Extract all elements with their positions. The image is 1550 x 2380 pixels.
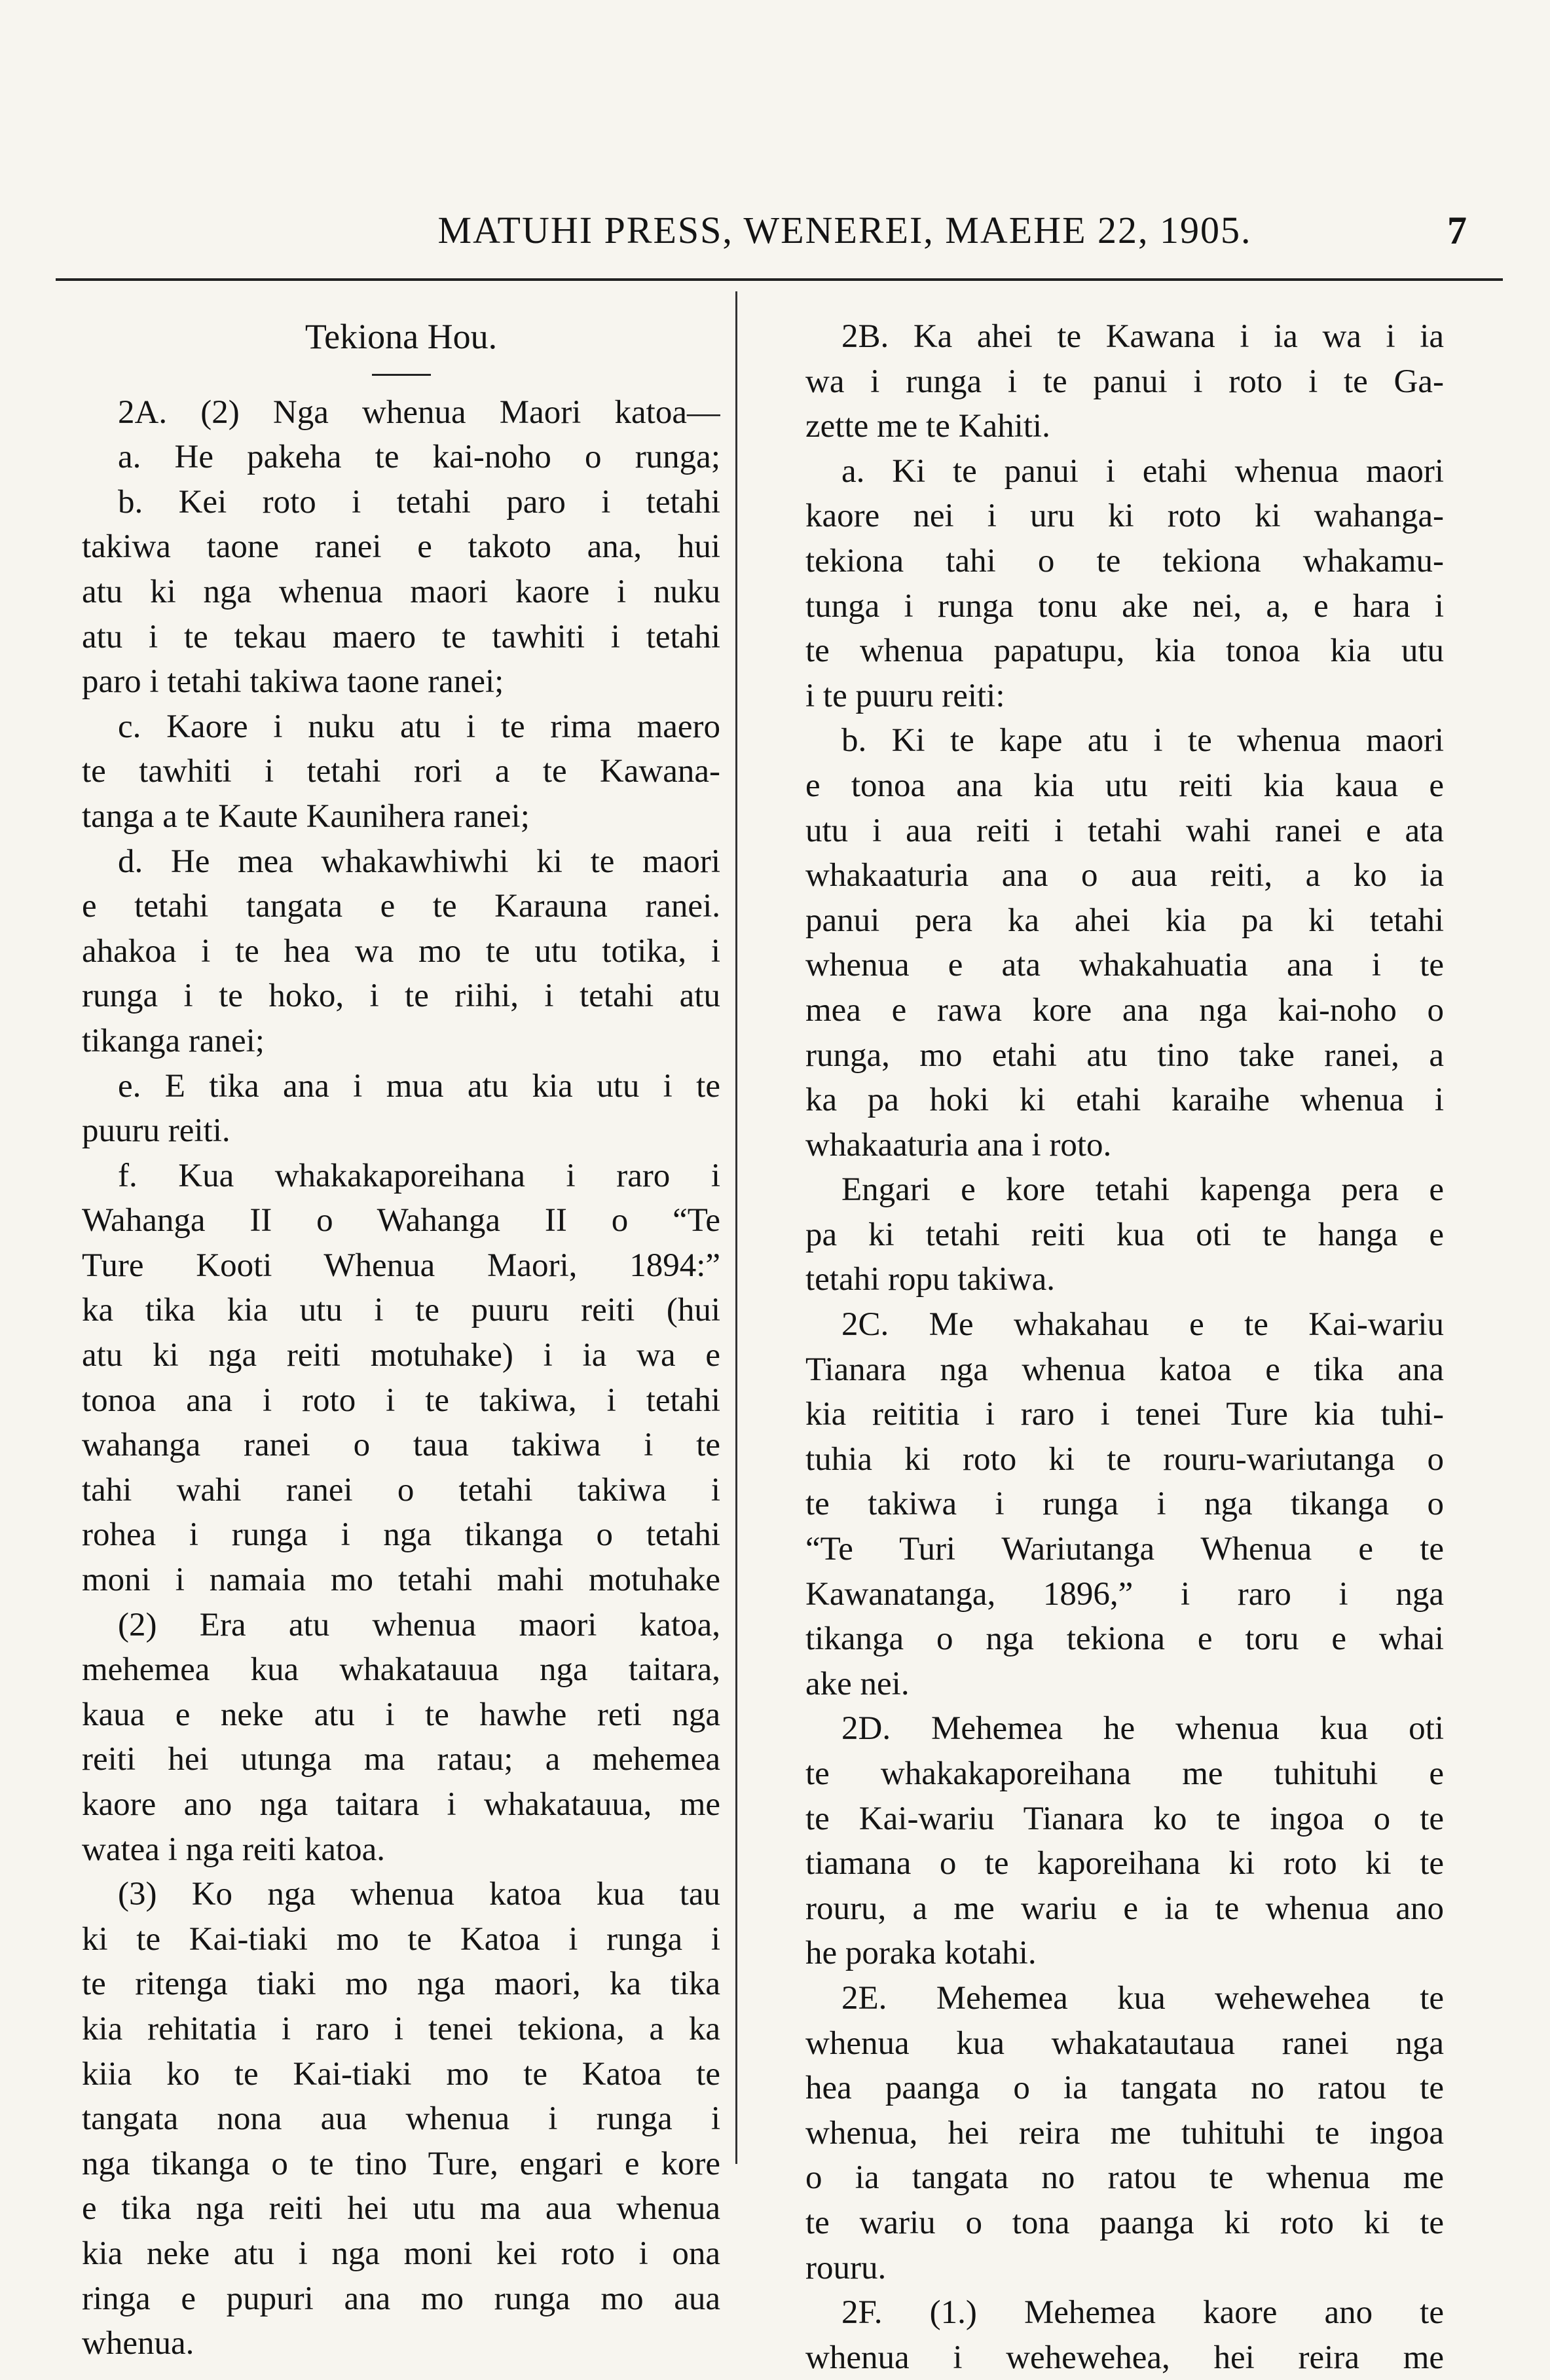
- text-line: i te puuru reiti:: [805, 677, 1005, 714]
- text-line: e tetahi tangata e te Karauna ranei.: [82, 888, 720, 925]
- text-line: kaore nei i uru ki roto ki wahanga-: [805, 498, 1444, 535]
- text-line: ka tika kia utu i te puuru reiti (hui: [82, 1292, 720, 1329]
- text-line: hea paanga o ia tangata no ratou te: [805, 2070, 1444, 2107]
- text-line: Tianara nga whenua katoa e tika ana: [805, 1351, 1444, 1388]
- text-line: c. Kaore i nuku atu i te rima maero: [118, 708, 720, 745]
- text-line: e tonoa ana kia utu reiti kia kaua e: [805, 767, 1444, 804]
- text-line: rouru.: [805, 2249, 887, 2286]
- text-line: Wahanga II o Wahanga II o “Te: [82, 1202, 720, 1239]
- text-line: tuhia ki roto ki te rouru-wariutanga o: [805, 1440, 1444, 1478]
- left-column-text: [82, 390, 720, 2366]
- text-line: zette me te Kahiti.: [805, 408, 1050, 445]
- text-line: (3) Ko nga whenua katoa kua tau: [118, 1876, 720, 1913]
- text-line: ringa e pupuri ana mo runga mo aua: [82, 2280, 720, 2317]
- text-line: whakaaturia ana i roto.: [805, 1126, 1112, 1163]
- text-line: d. He mea whakawhiwhi ki te maori: [118, 843, 720, 880]
- text-line: “Te Turi Wariutanga Whenua e te: [805, 1531, 1444, 1568]
- text-line: atu i te tekau maero te tawhiti i tetahi: [82, 618, 720, 655]
- text-line: te whenua papatupu, kia tonoa kia utu: [805, 632, 1444, 670]
- text-line: b. Ki te kape atu i te whenua maori: [841, 722, 1444, 760]
- text-line: tonoa ana i roto i te takiwa, i tetahi: [82, 1382, 720, 1419]
- text-line: ahakoa i te hea wa mo te utu totika, i: [82, 932, 720, 970]
- text-line: te Kai-wariu Tianara ko te ingoa o te: [805, 1800, 1444, 1837]
- text-line: 2B. Ka ahei te Kawana i ia wa i ia: [841, 318, 1444, 355]
- text-line: mehemea kua whakatauua nga taitara,: [82, 1651, 720, 1689]
- text-line: tekiona tahi o te tekiona whakamu-: [805, 542, 1444, 579]
- text-line: runga, mo etahi atu tino take ranei, a: [805, 1036, 1444, 1074]
- text-line: atu ki nga reiti motuhake) i ia wa e: [82, 1337, 720, 1374]
- text-line: whakaaturia ana o aua reiti, a ko ia: [805, 857, 1444, 894]
- text-line: wa i runga i te panui i roto i te Ga-: [805, 363, 1444, 400]
- right-column-text: [805, 314, 1444, 2380]
- text-line: Ture Kooti Whenua Maori, 1894:”: [82, 1247, 720, 1284]
- text-line: nga tikanga o te tino Ture, engari e kore: [82, 2145, 720, 2182]
- text-line: tikanga ranei;: [82, 1022, 265, 1059]
- text-line: he poraka kotahi.: [805, 1935, 1037, 1972]
- text-line: runga i te hoko, i te riihi, i tetahi atu: [82, 978, 720, 1015]
- text-line: panui pera ka ahei kia pa ki tetahi: [805, 902, 1444, 939]
- text-line: kia rehitatia i raro i tenei tekiona, a ka: [82, 2010, 720, 2047]
- text-line: whenua kua whakatautaua ranei nga: [805, 2024, 1444, 2062]
- text-line: whenua i wehewehea, hei reira me: [805, 2339, 1444, 2376]
- text-line: tetahi ropu takiwa.: [805, 1261, 1055, 1298]
- text-line: tanga a te Kaute Kaunihera ranei;: [82, 797, 530, 835]
- text-line: tangata nona aua whenua i runga i: [82, 2100, 720, 2138]
- text-line: kiia ko te Kai-tiaki mo te Katoa te: [82, 2055, 720, 2093]
- text-line: rouru, a me wariu e ia te whenua ano: [805, 1890, 1444, 1927]
- text-line: atu ki nga whenua maori kaore i nuku: [82, 573, 720, 610]
- column-divider: [735, 291, 737, 2164]
- text-line: b. Kei roto i tetahi paro i tetahi: [118, 483, 720, 521]
- text-line: 2C. Me whakahau e te Kai-wariu: [841, 1306, 1444, 1344]
- text-line: tikanga o nga tekiona e toru e whai: [805, 1620, 1444, 1658]
- text-line: utu i aua reiti i tetahi wahi ranei e ata: [805, 812, 1444, 849]
- text-line: watea i nga reiti katoa.: [82, 1831, 386, 1868]
- text-line: kaua e neke atu i te hawhe reti nga: [82, 1696, 720, 1733]
- text-line: kia reititia i raro i tenei Ture kia tuhi-: [805, 1396, 1444, 1433]
- page-header: [288, 208, 1467, 254]
- text-line: ake nei.: [805, 1665, 910, 1702]
- text-line: tahi wahi ranei o tetahi takiwa i: [82, 1471, 720, 1509]
- text-line: e. E tika ana i mua atu kia utu i te: [118, 1067, 720, 1105]
- text-line: Kawanatanga, 1896,” i raro i nga: [805, 1575, 1444, 1613]
- header-rule: [56, 278, 1503, 281]
- title-rule: [372, 374, 431, 376]
- newspaper-header-title: MATUHI PRESS, WENEREI, MAEHE 22, 1905.: [437, 209, 1252, 251]
- text-line: tunga i runga tonu ake nei, a, e hara i: [805, 587, 1444, 625]
- text-line: Engari e kore tetahi kapenga pera e: [841, 1171, 1444, 1209]
- text-line: paro i tetahi takiwa taone ranei;: [82, 663, 504, 701]
- text-line: te takiwa i runga i nga tikanga o: [805, 1486, 1444, 1523]
- text-line: puuru reiti.: [82, 1112, 231, 1150]
- text-line: te wariu o tona paanga ki roto ki te: [805, 2204, 1444, 2241]
- text-line: whenua, hei reira me tuhituhi te ingoa: [805, 2114, 1444, 2151]
- text-line: reiti hei utunga ma ratau; a mehemea: [82, 1741, 720, 1778]
- text-line: (2) Era atu whenua maori katoa,: [118, 1606, 720, 1643]
- left-column: [82, 314, 720, 2366]
- text-line: o ia tangata no ratou te whenua me: [805, 2159, 1444, 2197]
- text-line: e tika nga reiti hei utu ma aua whenua: [82, 2190, 720, 2227]
- text-line: kia neke atu i nga moni kei roto i ona: [82, 2235, 720, 2272]
- text-line: te tawhiti i tetahi rori a te Kawana-: [82, 753, 720, 790]
- text-line: a. He pakeha te kai-noho o runga;: [118, 439, 720, 476]
- text-line: pa ki tetahi reiti kua oti te hanga e: [805, 1216, 1444, 1253]
- text-line: wahanga ranei o taua takiwa i te: [82, 1427, 720, 1464]
- text-line: 2E. Mehemea kua wehewehea te: [841, 1979, 1444, 2017]
- text-line: f. Kua whakakaporeihana i raro i: [118, 1157, 720, 1194]
- page-number: 7: [1447, 209, 1467, 252]
- text-line: mea e rawa kore ana nga kai-noho o: [805, 991, 1444, 1029]
- text-line: te whakakaporeihana me tuhituhi e: [805, 1755, 1444, 1792]
- text-line: whenua e ata whakahuatia ana i te: [805, 947, 1444, 984]
- text-line: ki te Kai-tiaki mo te Katoa i runga i: [82, 1920, 720, 1958]
- text-line: whenua.: [82, 2325, 194, 2362]
- text-line: a. Ki te panui i etahi whenua maori: [841, 452, 1444, 490]
- right-column: [805, 314, 1444, 2380]
- text-line: 2F. (1.) Mehemea kaore ano te: [841, 2294, 1444, 2332]
- text-line: takiwa taone ranei e takoto ana, hui: [82, 528, 720, 566]
- text-line: ka pa hoki ki etahi karaihe whenua i: [805, 1082, 1444, 1119]
- text-line: moni i namaia mo tetahi mahi motuhake: [82, 1562, 720, 1599]
- text-line: 2A. (2) Nga whenua Maori katoa—: [118, 394, 720, 431]
- text-line: rohea i runga i nga tikanga o tetahi: [82, 1516, 720, 1554]
- text-line: tiamana o te kaporeihana ki roto ki te: [805, 1845, 1444, 1882]
- text-line: 2D. Mehemea he whenua kua oti: [841, 1710, 1444, 1748]
- text-line: kaore ano nga taitara i whakatauua, me: [82, 1786, 720, 1823]
- text-line: te ritenga tiaki mo nga maori, ka tika: [82, 1966, 720, 2003]
- section-title: Tekiona Hou.: [304, 317, 498, 356]
